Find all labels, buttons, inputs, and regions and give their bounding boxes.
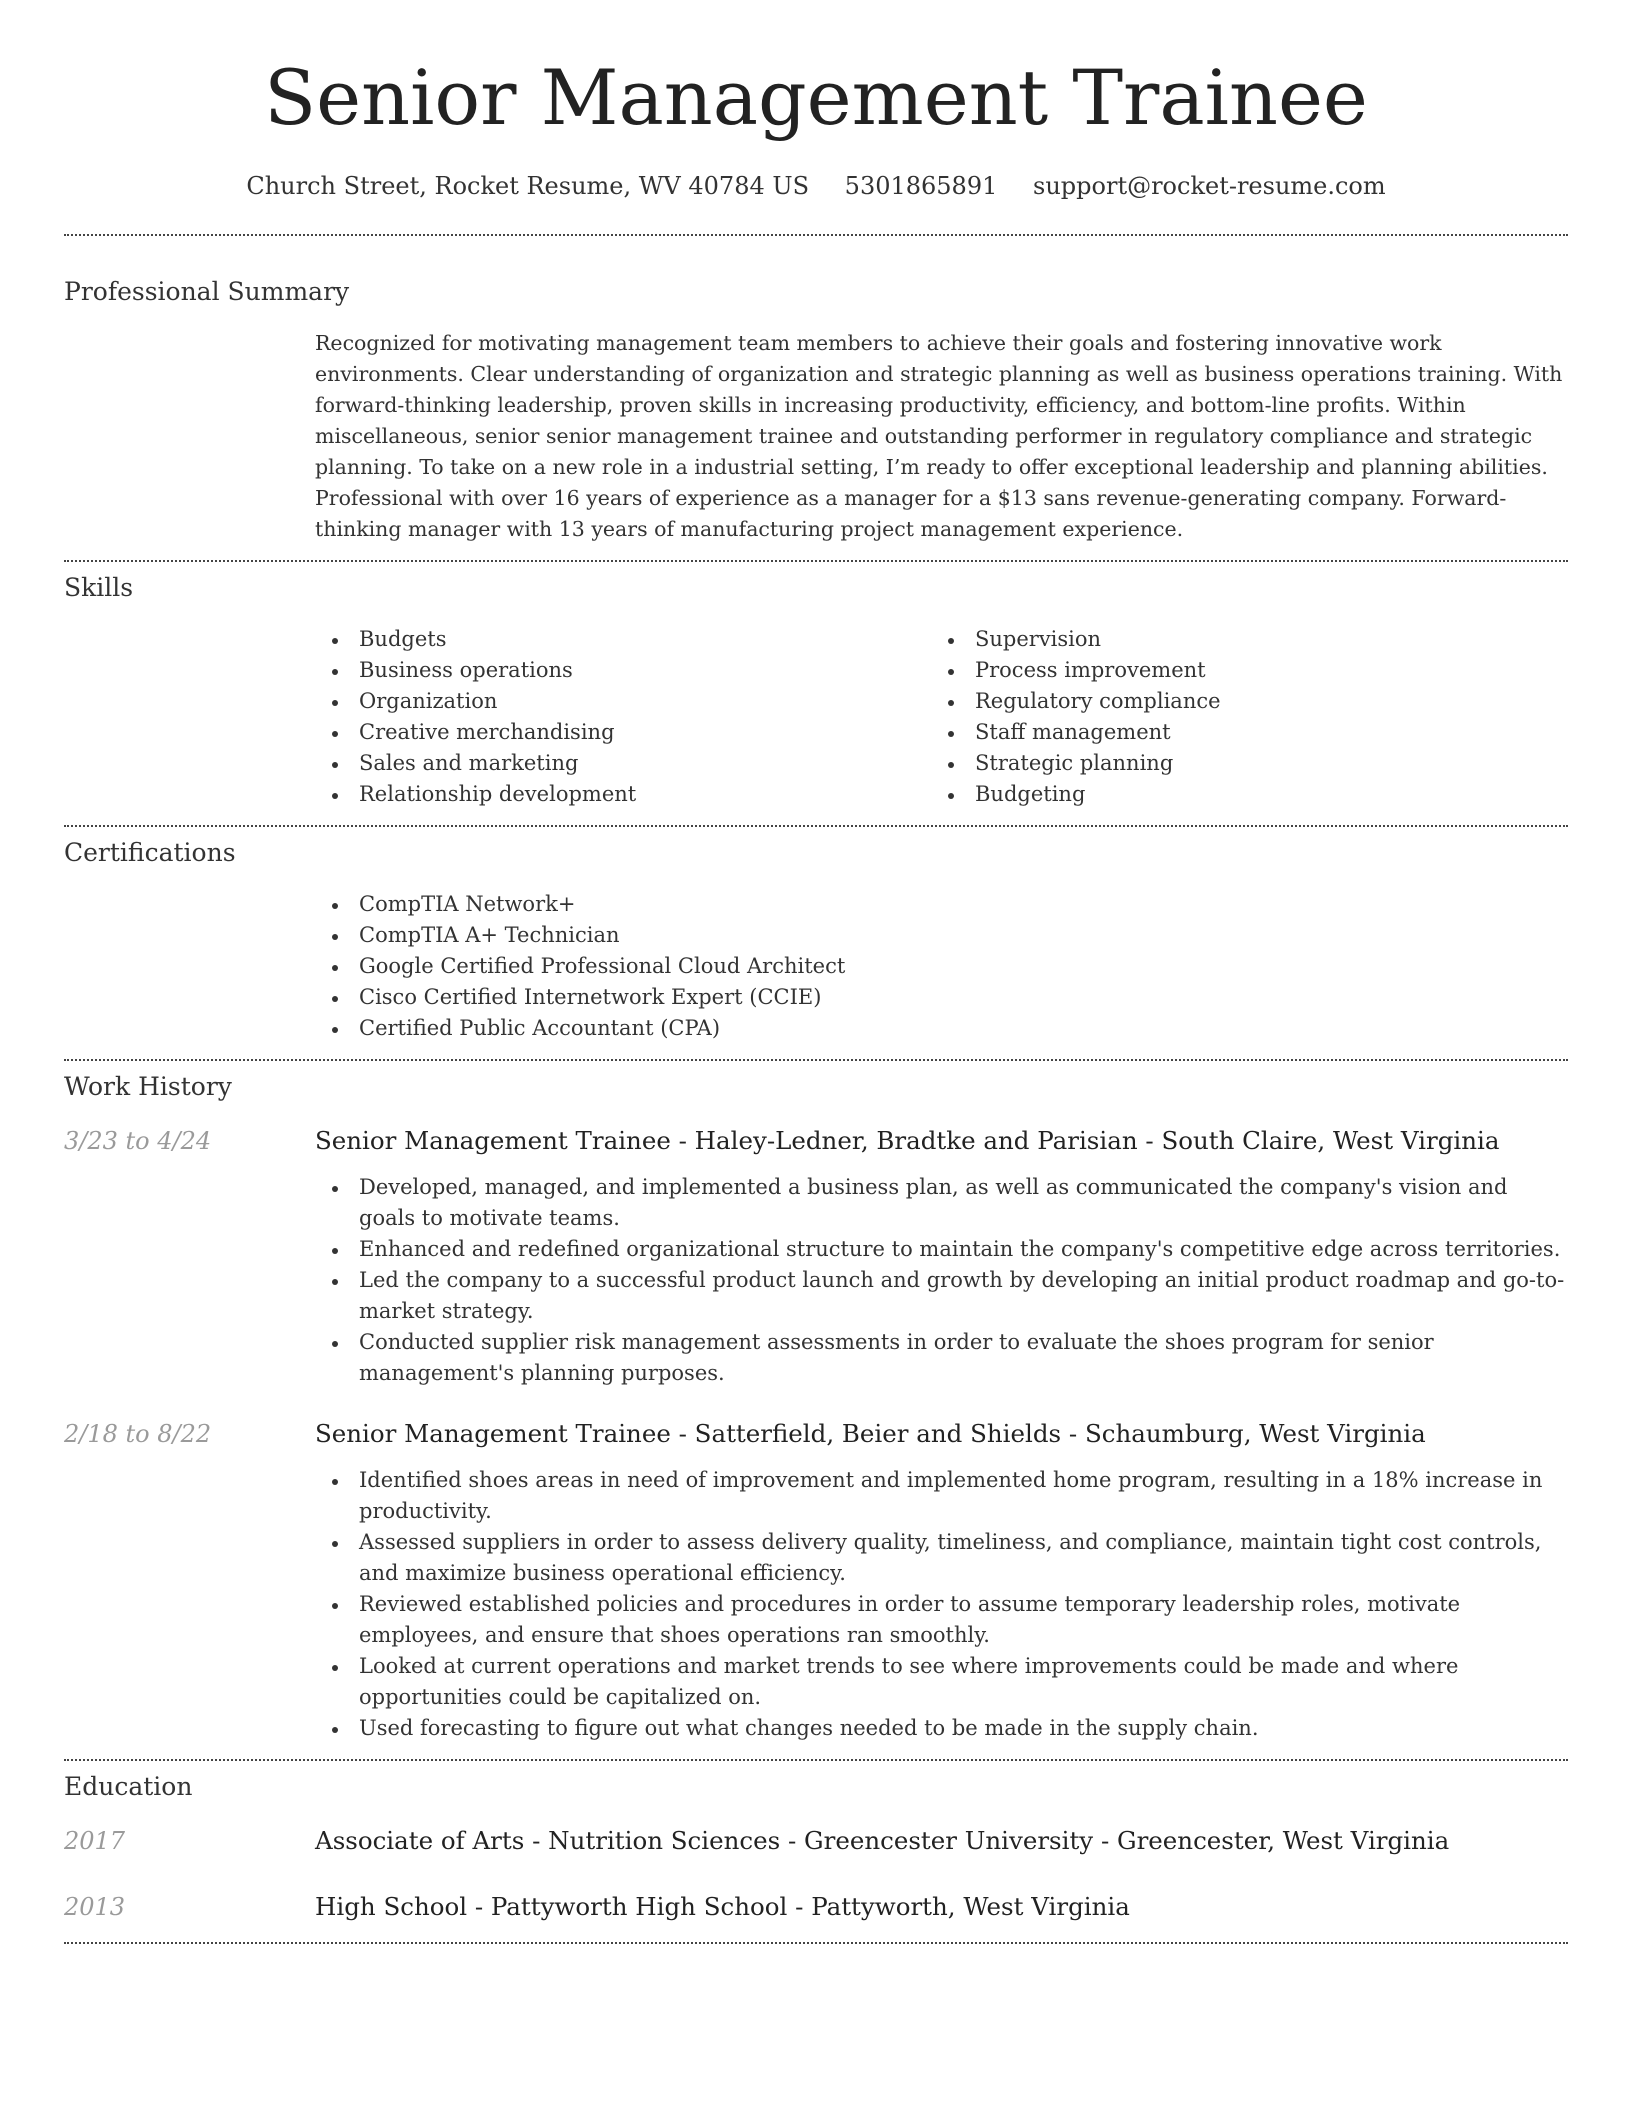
skill-item: Sales and marketing [315,748,931,779]
education-heading: Associate of Arts - Nutrition Sciences - Greencester University - Greencester, West Virginia [315,1825,1450,1855]
contact-address: Church Street, Rocket Resume, WV 40784 US [246,172,810,200]
summary-section [64,277,1568,545]
job-bullet: Developed, managed, and implemented a business plan, as well as communicated the company's vision and goals to motivate teams. [315,1172,1568,1234]
contact-phone: 5301865891 [844,172,998,200]
education-entry [64,1892,1568,1921]
certification-item: Cisco Certified Internetwork Expert (CCIE) [315,982,1568,1013]
job-date: 2/18 to 8/22 [64,1419,212,1448]
job-bullet: Reviewed established policies and procedures in order to assume temporary leadership roles, motivate employees, and ensure that shoes operations ran smoothly. [315,1589,1568,1651]
job-bullet: Led the company to a successful product launch and growth by developing an initial product roadmap and go-to-market strategy. [315,1265,1568,1327]
skill-item: Business operations [315,655,931,686]
job-bullets [315,1172,1568,1389]
job-bullet: Used forecasting to figure out what changes needed to be made in the supply chain. [315,1713,1568,1744]
job-bullet: Identified shoes areas in need of improvement and implemented home program, resulting in a 18% increase in productivity. [315,1465,1568,1527]
skill-item: Strategic planning [931,748,1547,779]
resume-page [64,0,1568,1944]
skills-title: Skills [64,572,134,602]
job-header [64,1126,1568,1155]
divider [64,560,1568,562]
resume-name: Senior Management Trainee [264,53,1368,142]
work-title: Work History [64,1071,232,1101]
work-section [64,1072,1568,1744]
certifications-title: Certifications [64,837,236,867]
skills-section [64,573,1568,810]
job-heading: Senior Management Trainee - Satterfield, Beier and Shields - Schaumburg, West Virginia [315,1418,1426,1448]
divider [64,825,1568,827]
divider [64,1059,1568,1061]
skill-item: Supervision [931,624,1547,655]
certification-item: CompTIA A+ Technician [315,920,1568,951]
job-entry [64,1419,1568,1744]
skill-item: Budgets [315,624,931,655]
job-heading: Senior Management Trainee - Haley-Ledner, Bradtke and Parisian - South Claire, West Virginia [315,1125,1500,1155]
education-title: Education [64,1771,193,1801]
job-bullet: Enhanced and redefined organizational structure to maintain the company's competitive edge across territories. [315,1234,1568,1265]
job-bullets [315,1465,1568,1744]
job-bullet: Looked at current operations and market trends to see where improvements could be made and where opportunities could be capitalized on. [315,1651,1568,1713]
certification-item: Certified Public Accountant (CPA) [315,1013,1568,1044]
contact-email: support@rocket-resume.com [1033,172,1386,200]
contact-line [64,172,1568,201]
certification-item: Google Certified Professional Cloud Architect [315,951,1568,982]
divider [64,1942,1568,1944]
job-bullet: Conducted supplier risk management assessments in order to evaluate the shoes program for senior management's planning purposes. [315,1327,1568,1389]
education-heading: High School - Pattyworth High School - Pattyworth, West Virginia [315,1891,1130,1921]
education-entry [64,1826,1568,1855]
divider [64,234,1568,236]
job-date: 3/23 to 4/24 [64,1126,212,1155]
education-date: 2013 [64,1892,126,1921]
skills-list [315,624,1568,810]
skill-item: Relationship development [315,779,931,810]
summary-text: Recognized for motivating management team members to achieve their goals and fostering innovative work environments. Clear understanding of organization and strategic planning as well as business operations training. With forward-thinking leadership, proven skills in increasing productivity, efficiency, and bottom-line profits. Within miscellaneous, senior senior management trainee and outstanding performer in regulatory compliance and strategic planning. To take on a new role in a industrial setting, I’m ready to offer exceptional leadership and planning abilities. Professional with over 16 years of experience as a manager for a $13 sans revenue-generating company. Forward-thinking manager with 13 years of manufacturing project management experience. [315,330,1563,541]
skills-column-right [931,624,1547,810]
skill-item: Regulatory compliance [931,686,1547,717]
job-bullet: Assessed suppliers in order to assess delivery quality, timeliness, and compliance, maintain tight cost controls, and maximize business operational efficiency. [315,1527,1568,1589]
skill-item: Process improvement [931,655,1547,686]
skill-item: Organization [315,686,931,717]
skill-item: Creative merchandising [315,717,931,748]
certification-item: CompTIA Network+ [315,889,1568,920]
divider [64,1759,1568,1761]
skills-column-left [315,624,931,810]
skill-item: Budgeting [931,779,1547,810]
summary-title: Professional Summary [64,276,350,306]
education-section [64,1772,1568,1921]
education-date: 2017 [64,1826,126,1855]
certifications-list [315,889,1568,1044]
job-entry [64,1126,1568,1389]
certifications-section [64,838,1568,1044]
skill-item: Staff management [931,717,1547,748]
job-header [64,1419,1568,1448]
